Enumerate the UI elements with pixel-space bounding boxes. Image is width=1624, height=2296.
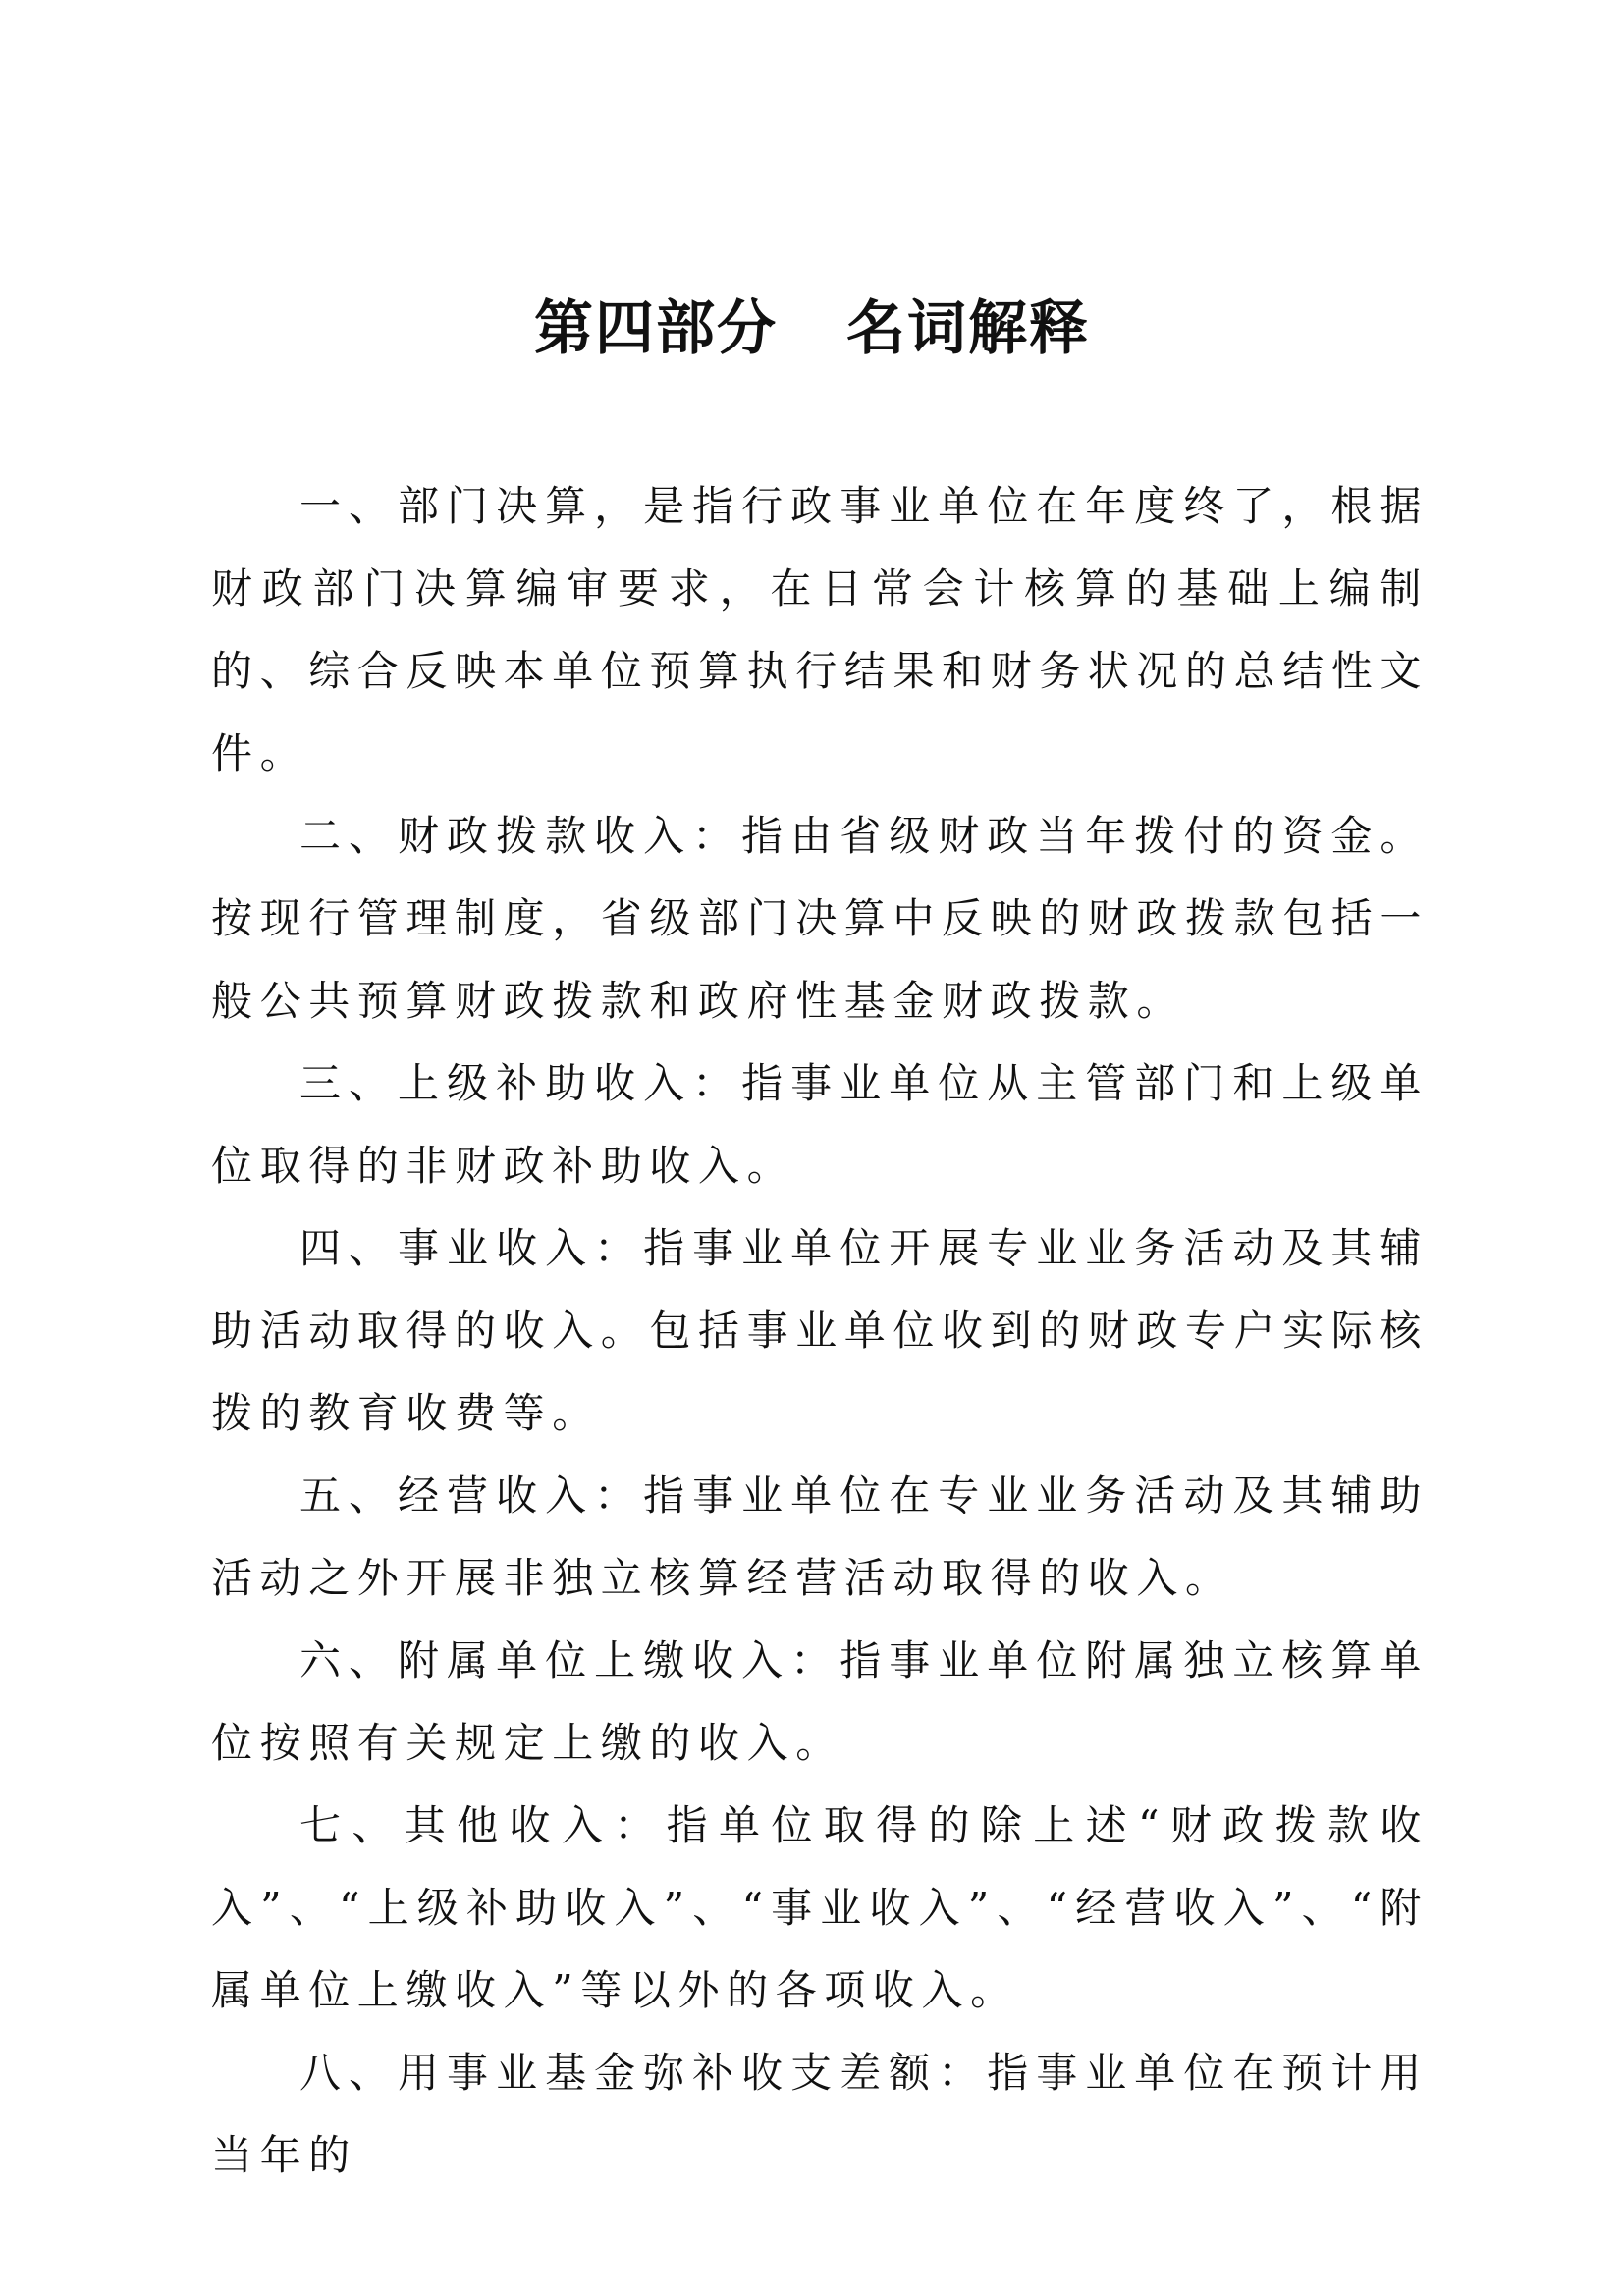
title-part: 第四部分 [534, 294, 778, 363]
paragraph-4: 四、事业收入：指事业单位开展专业业务活动及其辅助活动取得的收入。包括事业单位收到的财政专户实际核拨的教育收费等。 [211, 1224, 1430, 1437]
paragraph-7: 七、其他收入：指单位取得的除上述“财政拨款收入”、“上级补助收入”、“事业收入”、“经营收入”、“附属单位上缴收入”等以外的各项收入。 [211, 1801, 1429, 2014]
paragraph-5: 五、经营收入：指事业单位在专业业务活动及其辅助活动之外开展非独立核算经营活动取得的收入。 [211, 1471, 1429, 1602]
paragraph-1: 一、部门决算，是指行政事业单位在年度终了，根据财政部门决算编审要求，在日常会计核算的基础上编制的、综合反映本单位预算执行结果和财务状况的总结性文件。 [211, 482, 1430, 777]
document-body [211, 465, 1429, 2197]
title-subject: 名词解释 [846, 294, 1090, 363]
paragraph-2: 二、财政拨款收入：指由省级财政当年拨付的资金。按现行管理制度，省级部门决算中反映的财政拨款包括一般公共预算财政拨款和政府性基金财政拨款。 [211, 812, 1430, 1025]
paragraph-6: 六、附属单位上缴收入：指事业单位附属独立核算单位按照有关规定上缴的收入。 [211, 1636, 1429, 1767]
paragraph-8: 八、用事业基金弥补收支差额：指事业单位在预计用当年的 [211, 2049, 1429, 2179]
paragraph-3: 三、上级补助收入：指事业单位从主管部门和上级单位取得的非财政补助收入。 [211, 1059, 1429, 1190]
page-title [0, 285, 1624, 373]
